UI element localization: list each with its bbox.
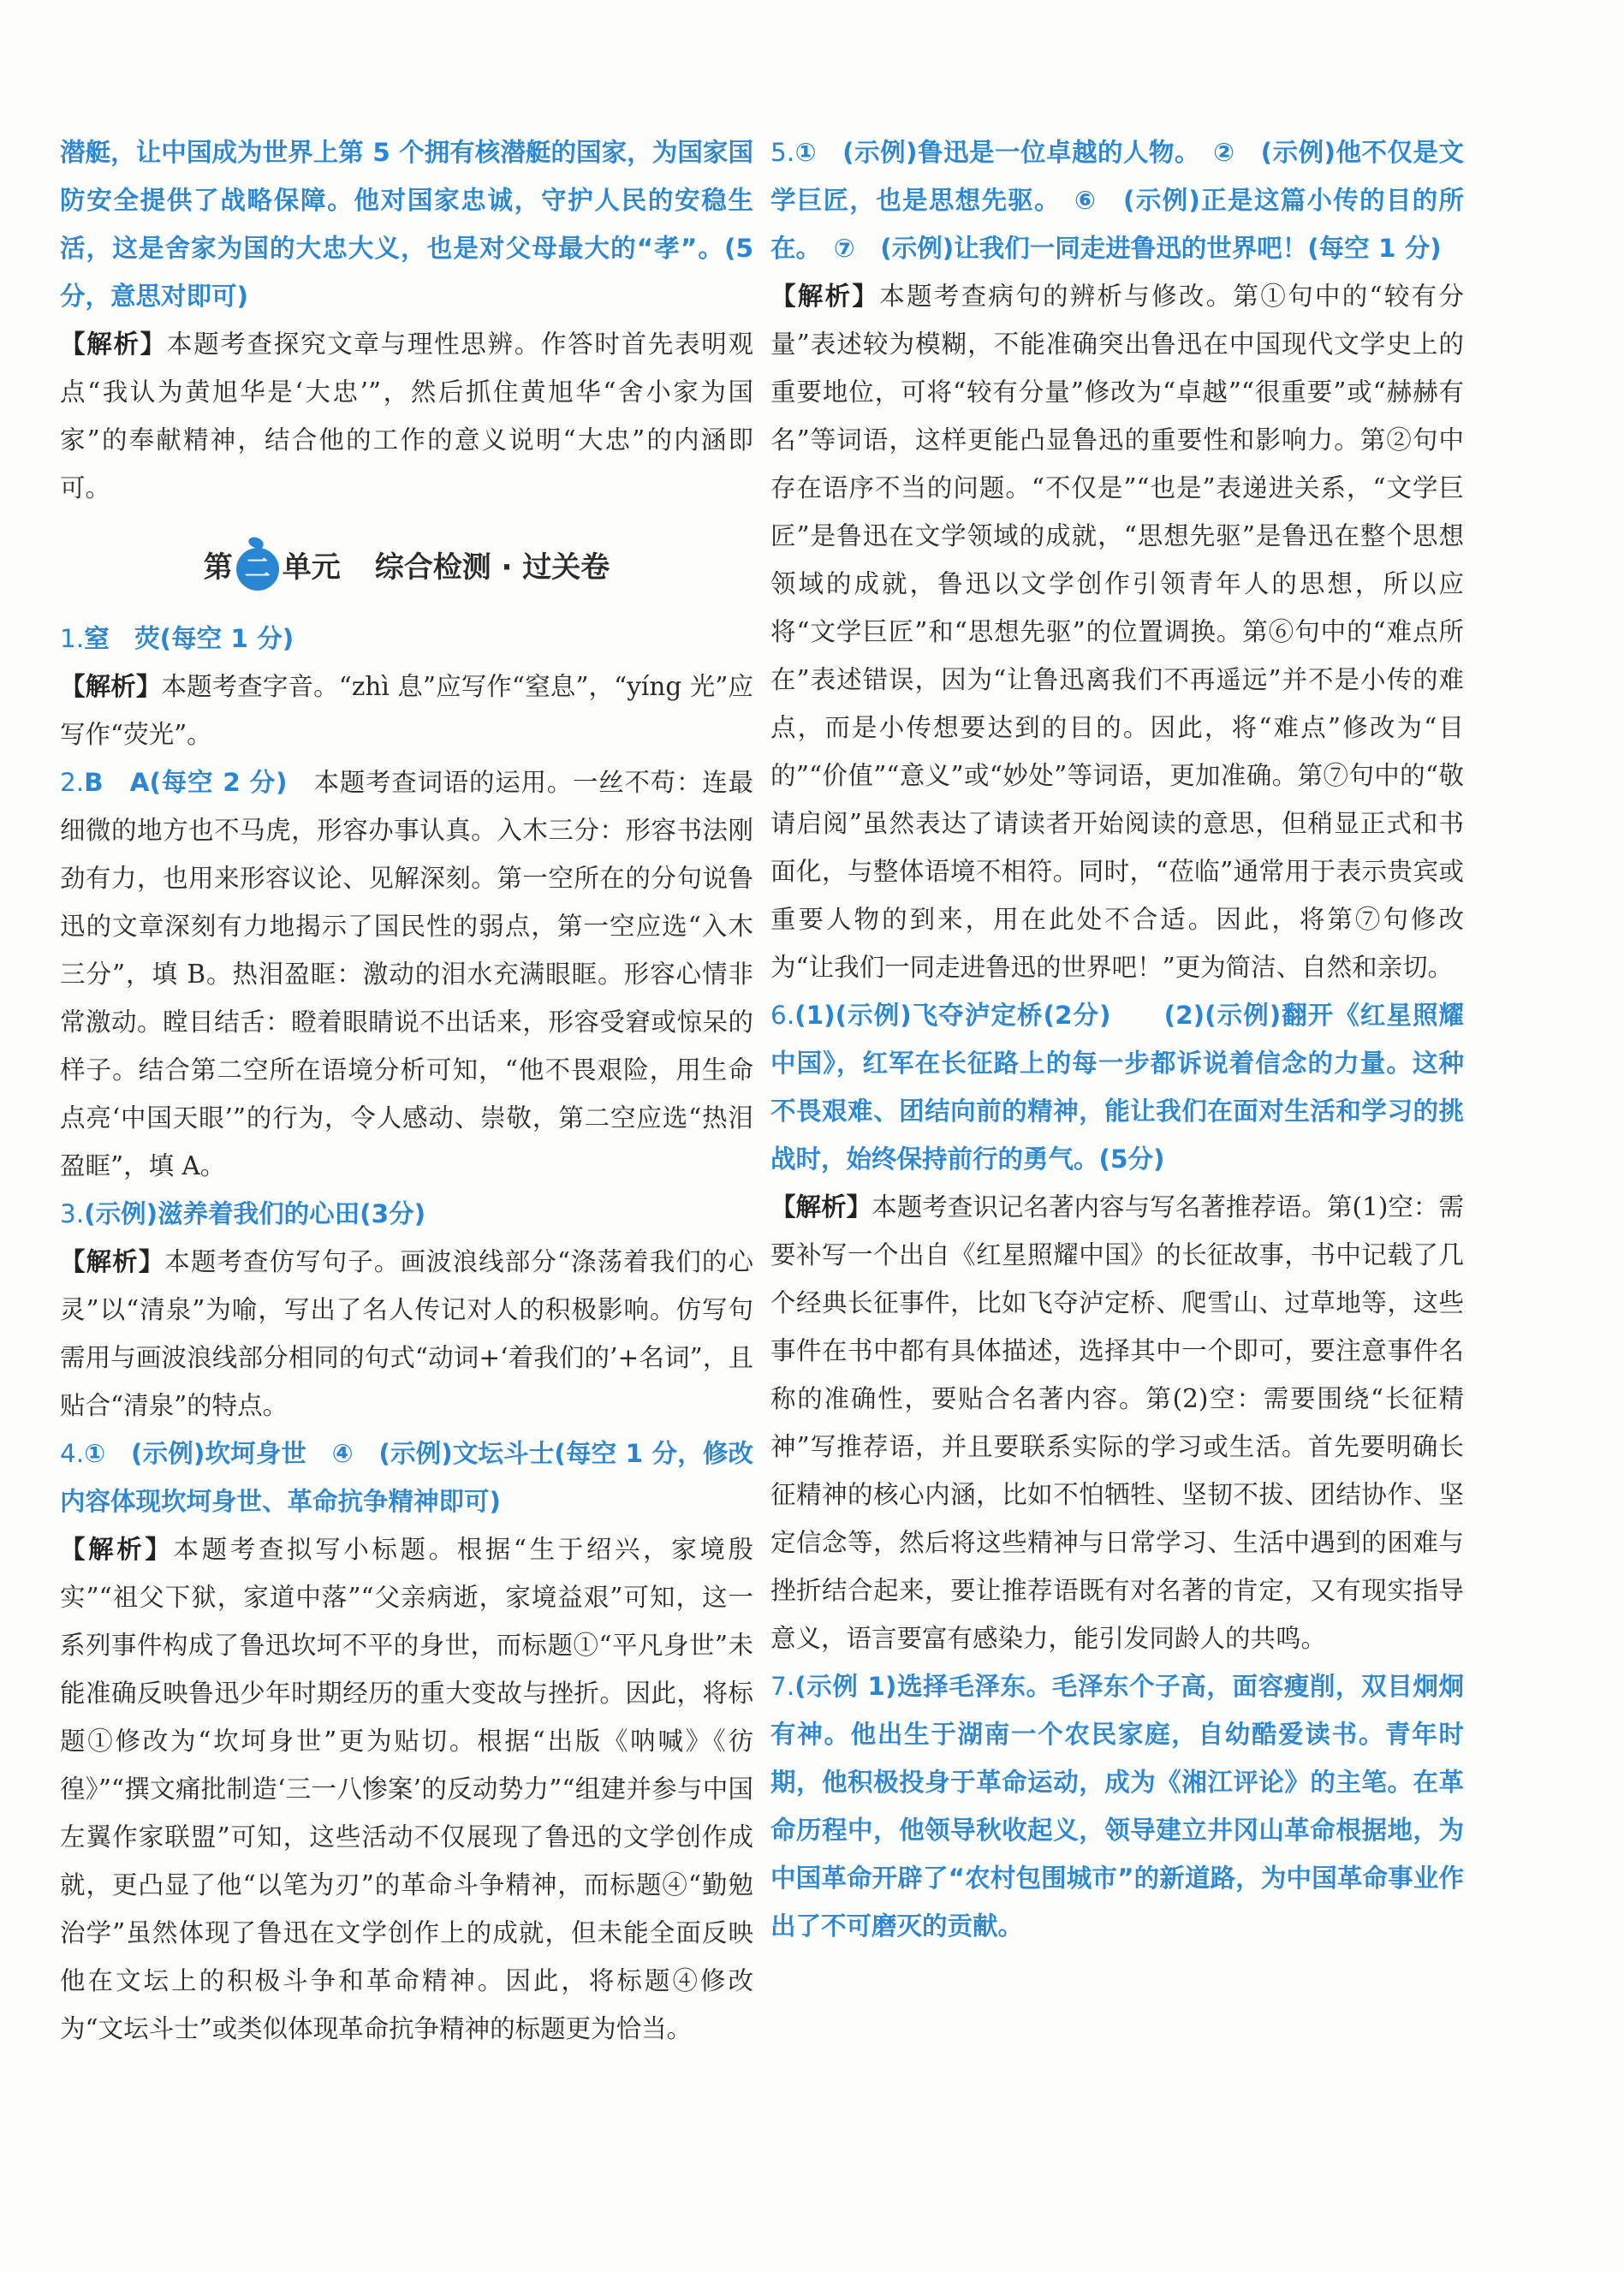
question-6-analysis bbox=[770, 1183, 1464, 1662]
analysis-text: 本题考查拟写小标题。根据“生于绍兴，家境殷实”“祖父下狱，家道中落”“父亲病逝，家境益艰”可知，这一系列事件构成了鲁迅坎坷不平的身世，而标题①“平凡身世”未能准确反映鲁迅少年时期经历的重大变故与挫折。因此，将标题①修改为“坎坷身世”更为贴切。根据“出版《呐喊》《彷徨》”“撰文痛批制造‘三一八惨案’的反动势力”“组建并参与中国左翼作家联盟”可知，这些活动不仅展现了鲁迅的文学创作成就，更凸显了他“以笔为刃”的革命斗争精神，而标题④“勤勉治学”虽然体现了鲁迅在文学创作上的成就，但未能全面反映他在文坛上的积极斗争和革命精神。因此，将标题④修改为“文坛斗士”或类似体现革命抗争精神的标题更为恰当。 bbox=[60, 1535, 753, 2043]
question-4-answer bbox=[60, 1430, 753, 1525]
unit-number-badge: 二 bbox=[236, 548, 279, 591]
answer-continued: 潜艇，让中国成为世界上第 5 个拥有核潜艇的国家，为国家国防安全提供了战略保障。他对国家忠诚，守护人民的安稳生活，这是舍家为国的大忠大义，也是对父母最大的“孝”。(5分，意思对即可) bbox=[60, 138, 753, 311]
analysis-tag: 【解析】 bbox=[770, 282, 880, 311]
unit-title: 综合检测 · 过关卷 bbox=[374, 550, 610, 585]
question-number: 3. bbox=[60, 1199, 85, 1228]
question-5-analysis bbox=[770, 272, 1464, 991]
answer-text: (1)(示例)飞夺泸定桥(2分) (2)(示例)翻开《红星照耀中国》，红军在长征路上的每一步都诉说着信念的力量。这种不畏艰难、团结向前的精神，能让我们在面对生活和学习的挑战时，始终保持前行的勇气。(5分) bbox=[770, 1001, 1464, 1174]
analysis-text: 本题考查字音。“zhì 息”应写作“窒息”，“yíng 光”应写作“荧光”。 bbox=[60, 672, 753, 749]
unit-heading bbox=[60, 529, 753, 606]
right-column bbox=[770, 128, 1464, 1950]
question-7-answer bbox=[770, 1662, 1464, 1950]
answer-text: (示例)滋养着我们的心田(3分) bbox=[84, 1199, 426, 1228]
unit-suffix: 单元 bbox=[282, 550, 341, 585]
analysis-tag: 【解析】 bbox=[60, 1535, 174, 1564]
analysis-text: 本题考查词语的运用。一丝不苟：连最细微的地方也不马虎，形容办事认真。入木三分：形容书法刚劲有力，也用来形容议论、见解深刻。第一空所在的分句说鲁迅的文章深刻有力地揭示了国民性的弱点，第一空应选“入木三分”，填 B。热泪盈眶：激动的泪水充满眼眶。形容心情非常激动。瞠目结舌：瞪着眼睛说不出话来，形容受窘或惊呆的样子。结合第二空所在语境分析可知，“他不畏艰险，用生命点亮‘中国天眼’”的行为，令人感动、崇敬，第二空应选“热泪盈眶”，填 A。 bbox=[60, 768, 753, 1180]
question-2-answer bbox=[60, 758, 753, 1190]
analysis-text: 本题考查病句的辨析与修改。第①句中的“较有分量”表述较为模糊，不能准确突出鲁迅在中国现代文学史上的重要地位，可将“较有分量”修改为“卓越”“很重要”或“赫赫有名”等词语，这样更能凸显鲁迅的重要性和影响力。第②句中存在语序不当的问题。“不仅是”“也是”表递进关系，“文学巨匠”是鲁迅在文学领域的成就，“思想先驱”是鲁迅在整个思想领域的成就，鲁迅以文学创作引领青年人的思想，所以应将“文学巨匠”和“思想先驱”的位置调换。第⑥句中的“难点所在”表述错误，因为“让鲁迅离我们不再遥远”并不是小传的难点，而是小传想要达到的目的。因此，将“难点”修改为“目的”“价值”“意义”或“妙处”等词语，更加准确。第⑦句中的“敬请启阅”虽然表达了请读者开始阅读的意思，但稍显正式和书面化，与整体语境不相符。同时，“莅临”通常用于表示贵宾或重要人物的到来，用在此处不合适。因此，将第⑦句修改为“让我们一同走进鲁迅的世界吧！”更为简洁、自然和亲切。 bbox=[770, 282, 1464, 982]
question-number: 6. bbox=[770, 1001, 795, 1030]
question-1-answer bbox=[60, 615, 753, 663]
question-5-answer bbox=[770, 128, 1464, 272]
analysis-tag: 【解析】 bbox=[60, 330, 167, 359]
left-column bbox=[60, 128, 753, 2053]
question-number: 4. bbox=[60, 1439, 85, 1468]
unit-prefix: 第 bbox=[203, 550, 233, 585]
question-number: 2. bbox=[60, 768, 85, 797]
analysis-text: 本题考查仿写句子。画波浪线部分“涤荡着我们的心灵”以“清泉”为喻，写出了名人传记对人的积极影响。仿写句需用与画波浪线部分相同的句式“动词+‘着我们的’+名词”，且贴合“清泉”的特点。 bbox=[60, 1247, 753, 1420]
answer-text: 窒 荧(每空 1 分) bbox=[84, 624, 294, 653]
question-number: 7. bbox=[770, 1672, 795, 1701]
analysis-tag: 【解析】 bbox=[770, 1192, 872, 1222]
analysis-tag: 【解析】 bbox=[60, 1247, 165, 1276]
question-number: 1. bbox=[60, 624, 85, 653]
analysis-text: 本题考查探究文章与理性思辨。作答时首先表明观点“我认为黄旭华是‘大忠’”，然后抓住黄旭华“舍小家为国家”的奉献精神，结合他的工作的意义说明“大忠”的内涵即可。 bbox=[60, 330, 753, 502]
question-4-analysis bbox=[60, 1525, 753, 2053]
question-3-answer bbox=[60, 1190, 753, 1238]
answer-text: ① (示例)鲁迅是一位卓越的人物。 ② (示例)他不仅是文学巨匠，也是思想先驱。 ⑥ (示例)正是这篇小传的目的所在。 ⑦ (示例)让我们一同走进鲁迅的世界吧！(每空 1 分) bbox=[770, 138, 1464, 263]
analysis-0 bbox=[60, 320, 753, 512]
question-1-analysis bbox=[60, 663, 753, 758]
answer-text: ① (示例)坎坷身世 ④ (示例)文坛斗士(每空 1 分，修改内容体现坎坷身世、革命抗争精神即可) bbox=[60, 1439, 753, 1516]
question-3-analysis bbox=[60, 1238, 753, 1430]
answer-text: B A(每空 2 分) bbox=[84, 768, 288, 797]
answer-text: (示例 1)选择毛泽东。毛泽东个子高，面容瘦削，双目炯炯有神。他出生于湖南一个农民家庭，自幼酷爱读书。青年时期，他积极投身于革命运动，成为《湘江评论》的主笔。在革命历程中，他领导秋收起义，领导建立井冈山革命根据地，为中国革命开辟了“农村包围城市”的新道路，为中国革命事业作出了不可磨灭的贡献。 bbox=[770, 1672, 1464, 1941]
question-6-answer bbox=[770, 991, 1464, 1183]
analysis-text: 本题考查识记名著内容与写名著推荐语。第(1)空：需要补写一个出自《红星照耀中国》的长征故事，书中记载了几个经典长征事件，比如飞夺泸定桥、爬雪山、过草地等，这些事件在书中都有具体描述，选择其中一个即可，要注意事件名称的准确性，要贴合名著内容。第(2)空：需要围绕“长征精神”写推荐语，并且要联系实际的学习或生活。首先要明确长征精神的核心内涵，比如不怕牺牲、坚韧不拔、团结协作、坚定信念等，然后将这些精神与日常学习、生活中遇到的困难与挫折结合起来，要让推荐语既有对名著的肯定，又有现实指导意义，语言要富有感染力，能引发同龄人的共鸣。 bbox=[770, 1192, 1464, 1653]
question-number: 5. bbox=[770, 138, 795, 167]
analysis-tag: 【解析】 bbox=[60, 672, 162, 701]
